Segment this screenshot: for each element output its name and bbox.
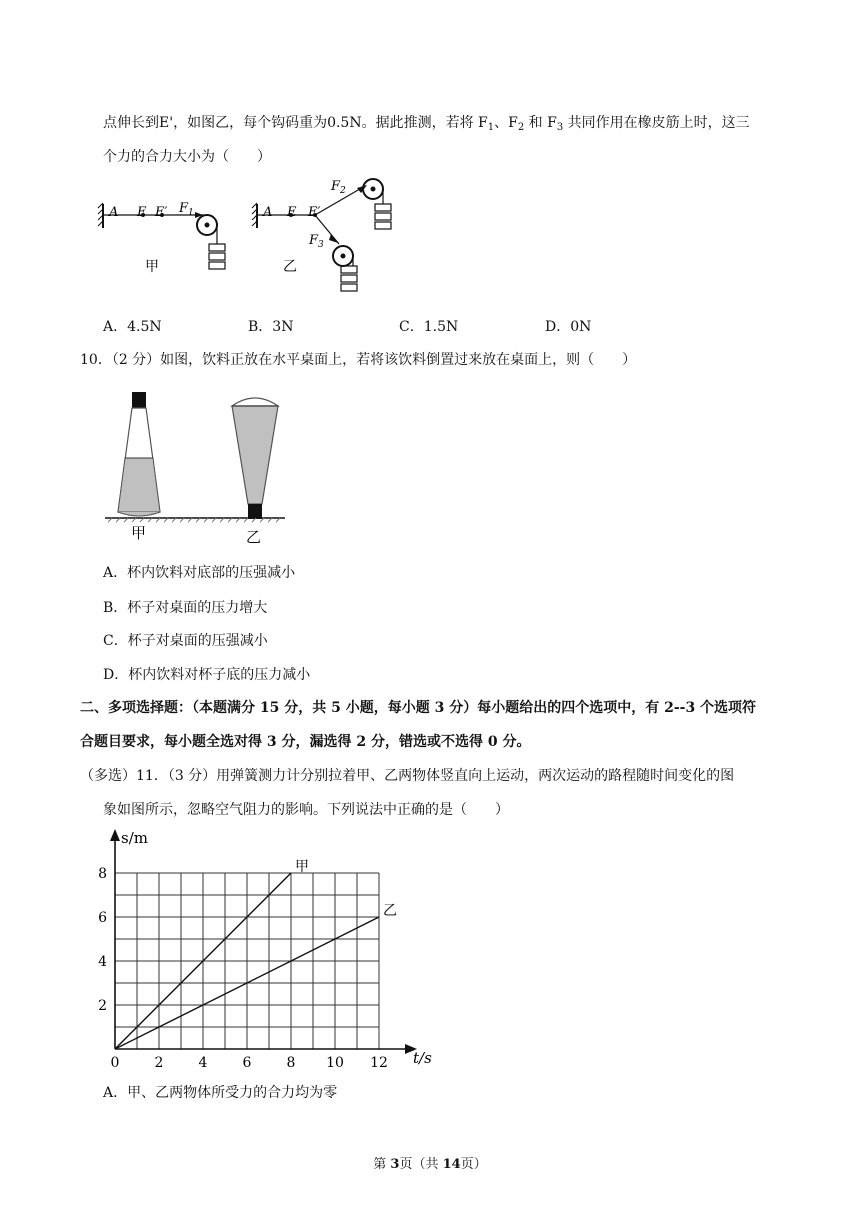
section2-heading-line1: 二、多项选择题：（本题满分 15 分，共 5 小题，每小题 3 分）每小题给出的四个选项中，有 2--3 个选项符 (80, 700, 757, 716)
y-tick-label: 8 (98, 866, 107, 882)
q9-option-b[interactable]: B．3N (248, 319, 294, 335)
q9-figure (95, 172, 415, 300)
y-tick-label: 6 (98, 910, 107, 926)
caption-yi-10: 乙 (246, 528, 262, 546)
x-tick-label: 0 (110, 1055, 120, 1070)
x-tick-label: 4 (198, 1055, 208, 1070)
figure-jia (98, 201, 225, 275)
section2-heading-line2: 合题目要求，每小题全选对得 3 分，漏选得 2 分，错选或不选得 0 分。 (80, 734, 531, 750)
bottle-yi (232, 398, 278, 519)
q10-option-a[interactable]: A．杯内饮料对底部的压强减小 (103, 565, 296, 581)
s-t-chart (92, 825, 442, 1070)
y-axis-label: s/m (121, 829, 148, 847)
y-axis-arrow (110, 829, 120, 841)
x-tick-label: 8 (286, 1055, 296, 1070)
caption-yi: 乙 (283, 259, 297, 275)
x-axis-label: t/s (413, 1049, 432, 1067)
q10-option-d[interactable]: D．杯内饮料对杯子底的压力减小 (103, 667, 311, 683)
label-F2: $F_2$ (331, 179, 346, 196)
series-label-2: 乙 (383, 903, 397, 919)
current-page: 3 (390, 1157, 400, 1172)
q10-figure (100, 384, 290, 546)
bottle-jia (118, 392, 160, 516)
x-tick-label: 6 (242, 1055, 252, 1070)
label-F3: $F_3$ (309, 233, 324, 250)
page-footer: 第 3页（共 14页） (373, 1157, 487, 1172)
label-A: A (109, 205, 119, 220)
q11-option-a[interactable]: A．甲、乙两物体所受力的合力均为零 (103, 1085, 338, 1101)
caption-jia-10: 甲 (131, 524, 147, 542)
total-pages: 14 (442, 1157, 461, 1172)
caption-jia: 甲 (145, 259, 159, 275)
q9-option-d[interactable]: D．0N (545, 319, 592, 335)
figure-yi (252, 179, 391, 291)
x-tick-label: 12 (370, 1055, 388, 1070)
q9-text-line1: 点伸长到E'，如图乙，每个钩码重为0.5N。据此推测，若将 $F_1$、$F_2$ 和 $F_3$ 共同作用在橡皮筋上时，这三 (103, 115, 750, 133)
q9-option-c[interactable]: C．1.5N (399, 319, 459, 335)
x-tick-label: 10 (326, 1055, 344, 1070)
y-tick-label: 2 (98, 998, 107, 1014)
q10-stem: 10．（2 分）如图，饮料正放在水平桌面上，若将该饮料倒置过来放在桌面上，则（ ） (80, 352, 637, 368)
label-E-prime2: E′ (308, 205, 321, 220)
label-E-prime: E′ (155, 205, 168, 220)
q9-text-line2: 个力的合力大小为（ ） (103, 149, 271, 165)
series-label-1: 甲 (295, 859, 309, 875)
q9-option-a[interactable]: A．4.5N (103, 319, 162, 335)
y-tick-label: 4 (98, 954, 107, 970)
x-tick-label: 2 (154, 1055, 164, 1070)
label-E2: E (287, 205, 297, 220)
q10-option-b[interactable]: B．杯子对桌面的压力增大 (103, 600, 268, 616)
q11-text-line1: （多选）11．（3 分）用弹簧测力计分别拉着甲、乙两物体竖直向上运动，两次运动的路程随时间变化的图 (80, 768, 735, 784)
q11-text-line2: 象如图所示，忽略空气阻力的影响。下列说法中正确的是（ ） (103, 802, 509, 818)
label-A2: A (263, 205, 273, 220)
q10-option-c[interactable]: C．杯子对桌面的压强减小 (103, 633, 268, 649)
label-E: E (137, 205, 147, 220)
label-F1: $F_1$ (179, 201, 194, 218)
